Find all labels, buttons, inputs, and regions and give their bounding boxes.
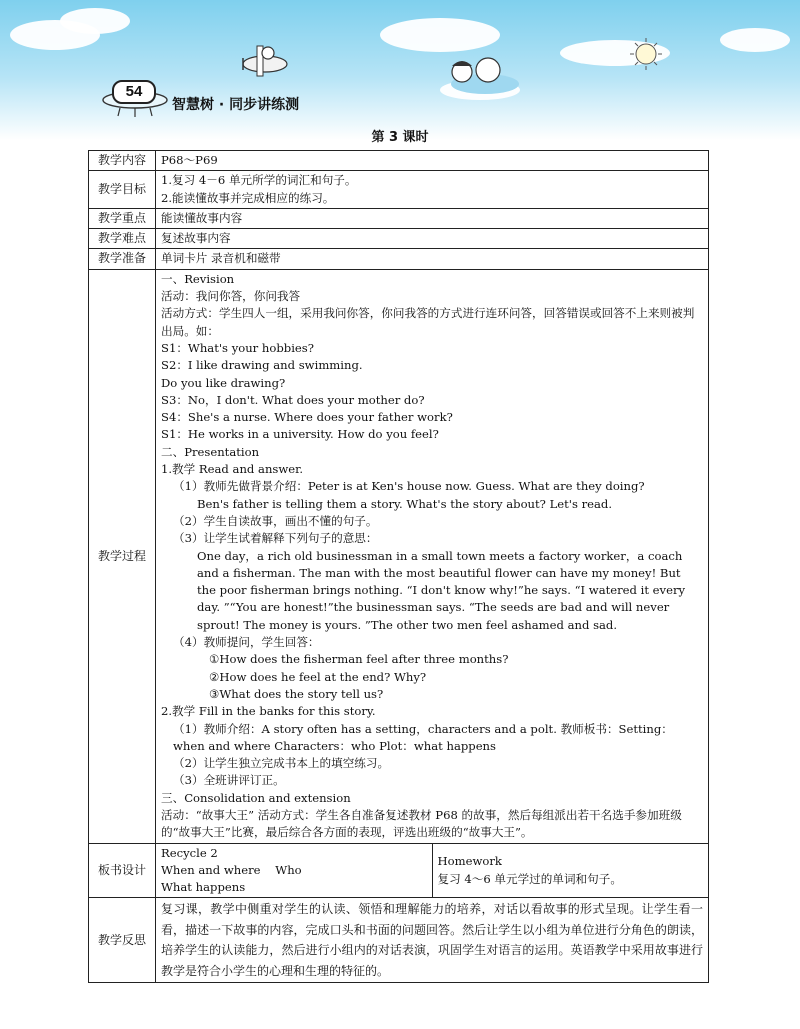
step-item: （2）学生自读故事，画出不懂的句子。 [173,513,378,528]
dialogue-line: Do you like drawing? [161,375,286,390]
row-label: 教学准备 [89,249,156,269]
board-line: 复习 4～6 单元学过的单词和句子。 [437,871,622,886]
table-row [89,151,709,171]
row-value: 单词卡片 录音机和磁带 [156,249,709,269]
process-content [156,269,709,843]
step-item: （1）教师介绍：A story often has a setting，characters and a polt. 教师板书：Setting：when and where Characters：who Plot：what happens [173,721,673,753]
page-number: 54 [112,80,156,104]
paragraph: 活动：我问你答，你问我答 [161,289,301,304]
dialogue-line: S3：No，I don't. What does your mother do? [161,392,425,407]
step-heading: 1.教学 Read and answer. [161,462,304,477]
header-banner [0,0,800,140]
table-row [89,208,709,228]
kids-cloud-illustration [440,52,520,97]
step-item: （2）让学生独立完成书本上的填空练习。 [173,756,390,771]
row-value: 复述故事内容 [156,229,709,249]
board-line: What happens [161,880,246,895]
dialogue-line: S4：She's a nurse. Where does your father work? [161,410,453,425]
row-value: 能读懂故事内容 [156,208,709,228]
section-heading: 三、Consolidation and extension [161,790,351,805]
step-item: （3）全班讲评订正。 [173,773,285,788]
lesson-title: 第 3 课时 [371,130,429,145]
question-item: ①How does the fisherman feel after three months? [209,652,509,667]
table-row [89,843,709,898]
question-item: ③What does the story tell us? [209,686,384,701]
goal-line: 1.复习 4－6 单元所学的词汇和句子。 [161,173,357,188]
row-label: 教学反思 [89,898,156,983]
board-line: When and where Who [161,862,302,877]
table-row [89,171,709,209]
table-row [89,898,709,983]
row-value [156,171,709,209]
row-label: 教学目标 [89,171,156,209]
table-row [89,229,709,249]
board-line: Recycle 2 [161,845,218,860]
step-item: （1）教师先做背景介绍：Peter is at Ken's house now. Guess. What are they doing? [173,479,645,494]
cloud [380,18,500,52]
story-paragraph: One day，a rich old businessman in a small town meets a factory worker，a coach and a fisherman. The man with the most beautiful flower can have my money! But the poor fisherman brings nothing. “I don't know why!”he says. “I watered it every day. ”“You are honest!”the businessman says. “The seeds are bad and will never sprout! The money is yours. ”The other two men feel ashamed and sad. [197,548,686,632]
goal-line: 2.能读懂故事并完成相应的练习。 [161,190,335,205]
step-heading: 2.教学 Fill in the banks for this story. [161,704,376,719]
row-value: P68～P69 [156,151,709,171]
question-item: ②How does he feel at the end? Why? [209,669,427,684]
dialogue-line: S1：What's your hobbies? [161,340,314,355]
paragraph: 活动：“故事大王” 活动方式：学生各自准备复述教材 P68 的故事，然后每组派出若干名选手参加班级的“故事大王”比赛，最后综合各方面的表现，评选出班级的“故事大王”。 [161,807,682,840]
row-label: 教学内容 [89,151,156,171]
table-row [89,249,709,269]
step-item: Ben's father is telling them a story. What's the story about? Let's read. [197,496,613,511]
dialogue-line: S2：I like drawing and swimming. [161,358,363,373]
row-label: 教学重点 [89,208,156,228]
series-title: 智慧树 · 同步讲练测 [172,97,300,113]
row-label: 教学难点 [89,229,156,249]
section-heading: 一、Revision [161,271,235,286]
airplane-icon [235,38,295,83]
lesson-plan-table [88,150,709,983]
cloud [720,28,790,52]
dialogue-line: S1：He works in a university. How do you feel? [161,427,439,442]
board-line: Homework [437,854,502,869]
step-item: （4）教师提问，学生回答： [173,635,320,650]
cloud [60,8,130,34]
board-right [432,843,709,898]
row-label: 板书设计 [89,843,156,898]
table-row [89,269,709,843]
paragraph: 活动方式：学生四人一组，采用我问你答，你问我答的方式进行连环问答，回答错误或回答不上来则被判出局。如： [161,306,695,338]
section-heading: 二、Presentation [161,444,260,459]
row-label: 教学过程 [89,269,156,843]
sun-icon [628,36,664,72]
step-item: （3）让学生试着解释下列句子的意思： [173,531,378,546]
reflection-text: 复习课，教学中侧重对学生的认读、领悟和理解能力的培养，对话以看故事的形式呈现。让学生看一看，描述一下故事的内容，完成口头和书面的问题回答。然后让学生以小组为单位进行分角色的朗读，培养学生的认读能力，然后进行小组内的对话表演，巩固学生对语言的运用。英语教学中采用故事进行教学是符合小学生的心理和生理的特征的。 [156,898,709,983]
board-left [156,843,433,898]
